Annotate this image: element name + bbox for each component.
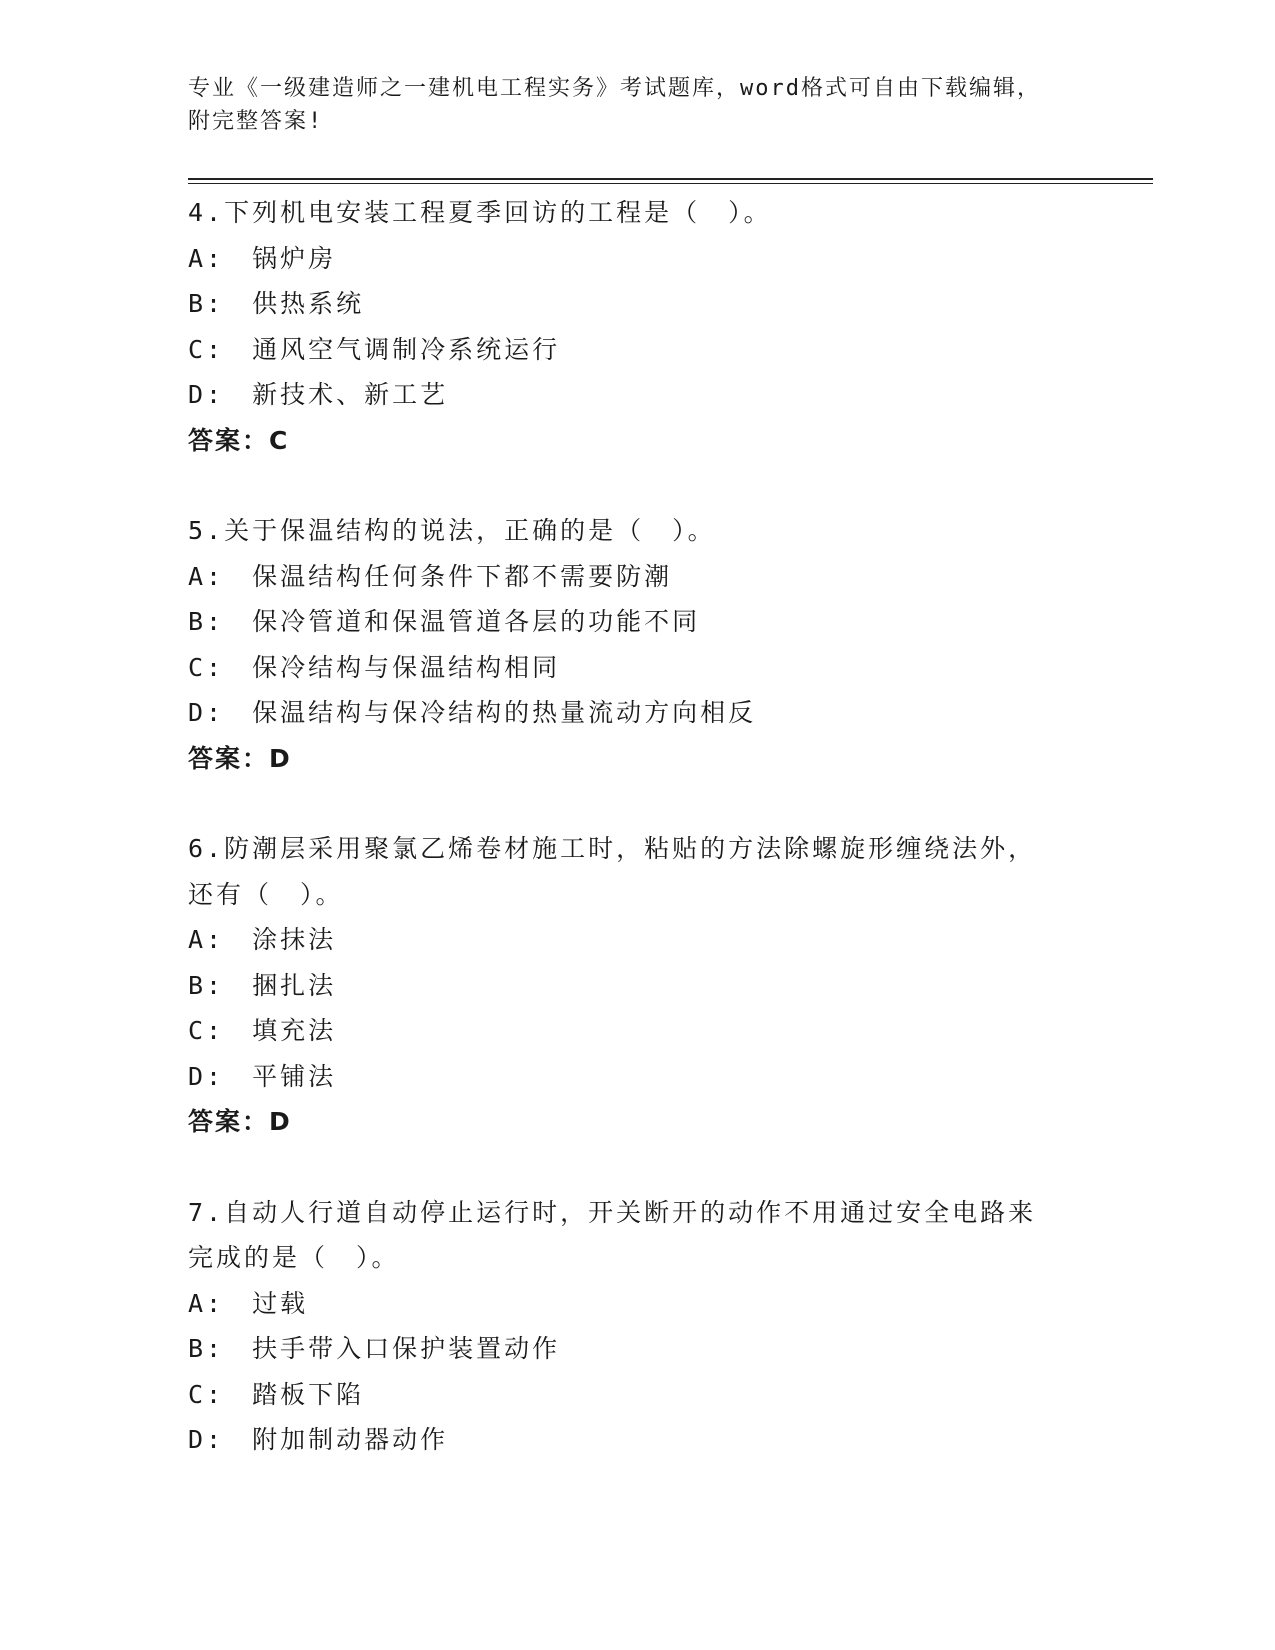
option-b: B: 供热系统 xyxy=(188,289,365,318)
option-c: C: 踏板下陷 xyxy=(188,1379,365,1409)
option-b: B: 保冷管道和保温管道各层的功能不同 xyxy=(188,607,701,636)
question-6 xyxy=(188,826,1088,1145)
answer-line: 答案：D xyxy=(188,1107,292,1136)
answer-line: 答案：D xyxy=(188,743,292,773)
option-a: A: 保温结构任何条件下都不需要防潮 xyxy=(188,561,673,591)
option-a: A: 过载 xyxy=(188,1288,309,1318)
option-b: B: 扶手带入口保护装置动作 xyxy=(188,1334,561,1363)
option-c: C: 填充法 xyxy=(188,1016,337,1045)
option-d: D: 平铺法 xyxy=(188,1061,337,1091)
header-line-2: 附完整答案! xyxy=(188,109,324,134)
question-stem-line-1: 6.防潮层采用聚氯乙烯卷材施工时，粘贴的方法除螺旋形缠绕法外， xyxy=(188,834,1037,863)
answer-line: 答案：C xyxy=(188,425,290,455)
header-line-1: 专业《一级建造师之一建机电工程实务》考试题库，word格式可自由下载编辑， xyxy=(188,76,1041,101)
question-stem: 5.关于保温结构的说法，正确的是（ ）。 xyxy=(188,516,716,545)
option-a: A: 涂抹法 xyxy=(188,925,337,954)
question-stem-line-2: 还有（ ）。 xyxy=(188,879,344,909)
header-divider-thick xyxy=(188,178,1153,180)
question-list xyxy=(188,190,1088,1508)
question-stem: 4.下列机电安装工程夏季回访的工程是（ ）。 xyxy=(188,198,772,227)
option-d: D: 附加制动器动作 xyxy=(188,1425,449,1454)
option-c: C: 保冷结构与保温结构相同 xyxy=(188,652,561,682)
question-stem-line-2: 完成的是（ ）。 xyxy=(188,1243,400,1272)
question-4 xyxy=(188,190,1088,463)
option-c: C: 通风空气调制冷系统运行 xyxy=(188,334,561,364)
question-stem-line-1: 7.自动人行道自动停止运行时，开关断开的动作不用通过安全电路来 xyxy=(188,1197,1037,1227)
option-d: D: 保温结构与保冷结构的热量流动方向相反 xyxy=(188,698,757,727)
header-divider-thin xyxy=(188,183,1153,184)
option-a: A: 锅炉房 xyxy=(188,243,337,273)
document-header xyxy=(188,72,1088,138)
question-5 xyxy=(188,508,1088,781)
option-d: D: 新技术、新工艺 xyxy=(188,380,449,409)
question-7 xyxy=(188,1190,1088,1463)
option-b: B: 捆扎法 xyxy=(188,970,337,1000)
